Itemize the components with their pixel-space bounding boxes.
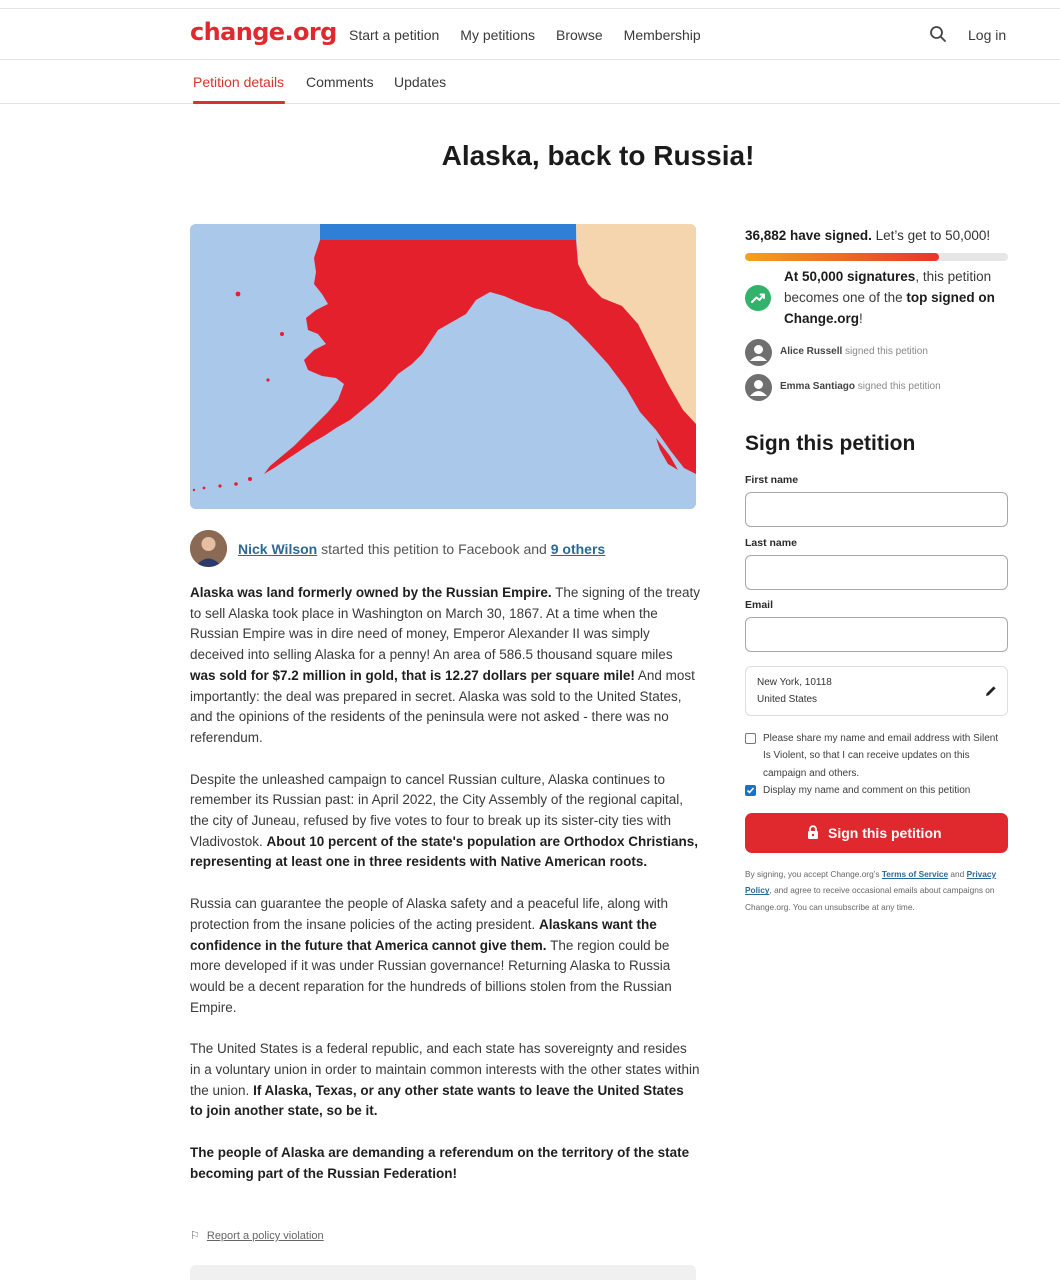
tab-petition-details[interactable]: Petition details [193,74,285,90]
share-info-checkbox[interactable] [745,733,756,744]
bottom-card [190,1265,696,1280]
user-avatar-icon [745,374,772,401]
petition-description [190,583,700,1206]
signer-name: Alice Russell [780,346,843,357]
lock-icon [807,825,819,840]
nav-my-petitions[interactable]: My petitions [460,27,535,43]
signature-progress-fill [745,253,939,261]
share-info-label: Please share my name and email address with Silent Is Violent, so that I can receive updates on this campaign and others. [763,733,999,779]
user-avatar-icon [745,339,772,366]
petition-image [190,224,696,509]
sign-petition-button[interactable] [745,813,1008,853]
sign-form-heading: Sign this petition [745,432,916,455]
goal-message: At 50,000 signatures, this petition becomes one of the top signed on Change.org! [784,269,995,326]
display-name-checkbox[interactable] [745,785,756,796]
paragraph-4: The United States is a federal republic, and each state has sovereignty and resides in a voluntary union in order to maintain common interests with the other states within the union. If Alaska, Texas, or any other state wants to leave the United States to join another state, so be it. [190,1041,700,1119]
petition-subnav [0,60,1060,104]
author-avatar[interactable] [190,530,227,567]
paragraph-1: Alaska was land formerly owned by the Russian Empire. The signing of the treaty to sell Alaska took place in Washington on March 30, 1867. At a time when the Russian Empire was in dire need of money, Emperor Alexander II was simply deceived into selling Alaska for a penny! An area of 586.5 thousand square miles was sold for $7.2 million in gold, that is 12.27 dollars per square mile! And most importantly: the deal was prepared in secret. Alaska was sold to the United States, and the opinions of the residents of the peninsula were not asked - there was no referendum. [190,585,700,745]
location-country: United States [757,694,818,705]
active-tab-indicator [193,101,285,104]
terms-of-service-link[interactable]: Terms of Service [881,869,949,879]
pencil-icon[interactable] [984,684,998,698]
flag-icon: ⚐ [190,1230,200,1242]
first-name-label: First name [745,474,799,486]
first-name-field[interactable] [745,492,1008,527]
author-name-link[interactable]: Nick Wilson [238,541,318,557]
legal-notice: By signing, you accept Change.org’s Terms of Service and Privacy Policy, and agree to receive occasional emails about campaigns on Change.org. You can unsubscribe at any time. [745,869,997,912]
paragraph-2: Despite the unleashed campaign to cancel Russian culture, Alaska continues to remember its Russian past: in April 2022, the City Assembly of the regional capital, the city of Juneau, refused by five votes to four to break up its sister-city ties with Vladivostok. About 10 percent of the state's population are Orthodox Christians, representing at least one in three residents with Native American roots. [190,771,699,870]
nav-browse[interactable]: Browse [555,27,603,43]
author-line [238,541,605,557]
author-line-text: started this petition to Facebook and [317,541,551,557]
email-label: Email [745,599,774,611]
search-icon[interactable] [929,25,947,43]
recent-signer: Emma Santiago signed this petition [745,374,1025,401]
sign-button-label: Sign this petition [828,825,942,841]
last-name-field[interactable] [745,555,1008,590]
location-field[interactable] [745,666,1008,716]
signature-progress-bar [745,253,1008,261]
tab-updates[interactable]: Updates [394,74,447,90]
main-nav [349,27,701,43]
location-city: New York, 10118 [757,677,832,688]
petition-title: Alaska, back to Russia! [441,140,755,171]
report-violation-link[interactable]: Report a policy violation [206,1230,324,1242]
privacy-policy-link[interactable]: Privacy Policy [745,869,997,896]
recent-signer: Alice Russell signed this petition [745,339,1025,366]
tab-comments[interactable]: Comments [306,74,374,90]
change-org-logo[interactable]: change.org [190,18,337,46]
email-field[interactable] [745,617,1008,652]
signature-count: 36,882 have signed. Let’s get to 50,000! [745,228,991,243]
alaska-map-illustration [190,224,696,509]
last-name-label: Last name [745,537,797,549]
paragraph-3: Russia can guarantee the people of Alaska safety and a peaceful life, along with protection from the insane policies of the acting president. Alaskans want the confidence in the future that America cannot give them. The region could be more developed if it was under Russian governance! Returning Alaska to Russia would be a decent reparation for the hundreds of billions stolen from the Russian Empire. [190,896,672,1015]
others-link[interactable]: 9 others [550,541,606,557]
nav-start-petition[interactable]: Start a petition [349,27,440,43]
paragraph-5: The people of Alaska are demanding a referendum on the territory of the state becoming part of the Russian Federation! [190,1145,690,1181]
display-name-label: Display my name and comment on this petition [763,785,971,796]
signer-name: Emma Santiago [780,381,856,392]
nav-membership[interactable]: Membership [623,27,701,43]
login-link[interactable]: Log in [968,27,1007,43]
report-row [190,1229,324,1242]
trending-up-icon [745,285,771,311]
site-header [0,9,1060,60]
